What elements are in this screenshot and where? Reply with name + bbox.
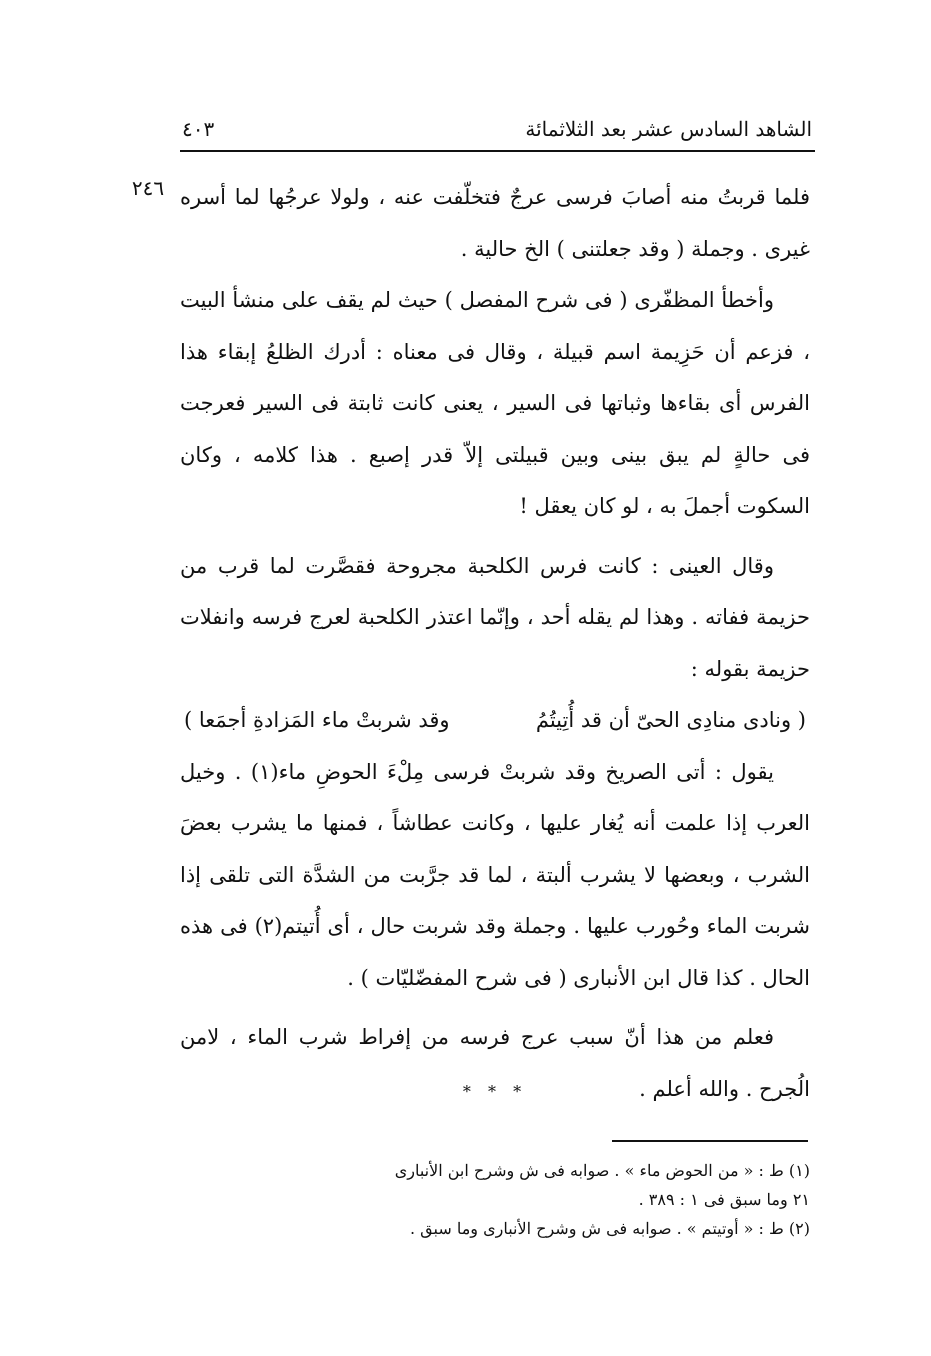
paragraph-1: فلما قربتُ منه أصابَ فرسى عرجٌ فتخلّفت عنه ، ولولا عرجُها لما أسره غيرى . وجملة ( وقد جعلتنى ) الخ حالية . [180, 185, 810, 261]
paragraph-5: فعلم من هذا أنّ سبب عرج فرسه من إفراط شرب الماء ، لامن الُجرح . والله أعلم . [180, 1025, 810, 1101]
footnotes [180, 1156, 810, 1243]
footnote-2: (٢) ط : « أوتيتم » . صوابه فى ش وشرح الأنبارى وما سبق . [409, 1219, 810, 1238]
verse-first-hemistich: ( ونادى منادِى الحىّ أن قد أُتِيتُمُ [535, 708, 806, 732]
footnote-rule [612, 1140, 808, 1142]
poetry-verse [180, 695, 810, 747]
verse-second-hemistich: وقد شربتْ ماء المَزادةِ أجمَعا ) [184, 708, 450, 732]
paragraph-4: يقول : أتى الصريخ وقد شربتْ فرسى مِلْءَ الحوضِ ماء(١) . وخيل العرب إذا علمت أنه يُغار عليها ، وكانت عطاشاً ، فمنها ما يشرب بعضَ الشرب ، وبعضها لا يشرب ألبتة ، لما قد جرَّبت من الشدَّة التى تلقى إذا شربت الماء وحُورب عليها . وجملة وقد شربت حال ، أى أُتيتم(٢) فى هذه الحال . كذا قال ابن الأنبارى ( فى شرح المفضّليّات ) . [180, 759, 810, 990]
paragraph-3: وقال العينى : كانت فرس الكلحبة مجروحة فقصَّرت لما قرب من حزيمة ففاته . وهذا لم يقله أحد ، وإنّما اعتذر الكلحبة لعرج فرسه وانفلات حزيمة بقوله : [180, 553, 810, 681]
footnote-1-continued: ٢١ وما سبق فى ١ : ٣٨٩ . [638, 1190, 810, 1209]
page-number: ٤٠٣ [182, 117, 215, 141]
header-rule [180, 150, 815, 152]
main-text [180, 172, 810, 1115]
chapter-title: الشاهد السادس عشر بعد الثلاثمائة [525, 117, 812, 141]
footnote-1: (١) ط : « من الحوض ماء » . صوابه فى ش وشرح ابن الأنبارى [394, 1161, 810, 1180]
margin-verse-number: ٢٤٦ [131, 176, 165, 200]
paragraph-2: وأخطأ المظفّرى ( فى شرح المفصل ) حيث لم يقف على منشأ البيت ، فزعم أن حَزِيمة اسم قبيلة ، وقال فى معناه : أدرك الظلعُ إبقاء هذا الفرس أى بقاءها وثباتها فى السير ، يعنى كانت ثابتة فى السير فعرجت فى حالةٍ لم يبق بينى وبين قبيلتى إلاّ قدر إصبع . هذا كلامه ، وكان السكوت أجملَ به ، لو كان يعقل ! [180, 288, 810, 518]
section-separator: * * * [462, 1082, 528, 1101]
running-head [182, 112, 812, 146]
